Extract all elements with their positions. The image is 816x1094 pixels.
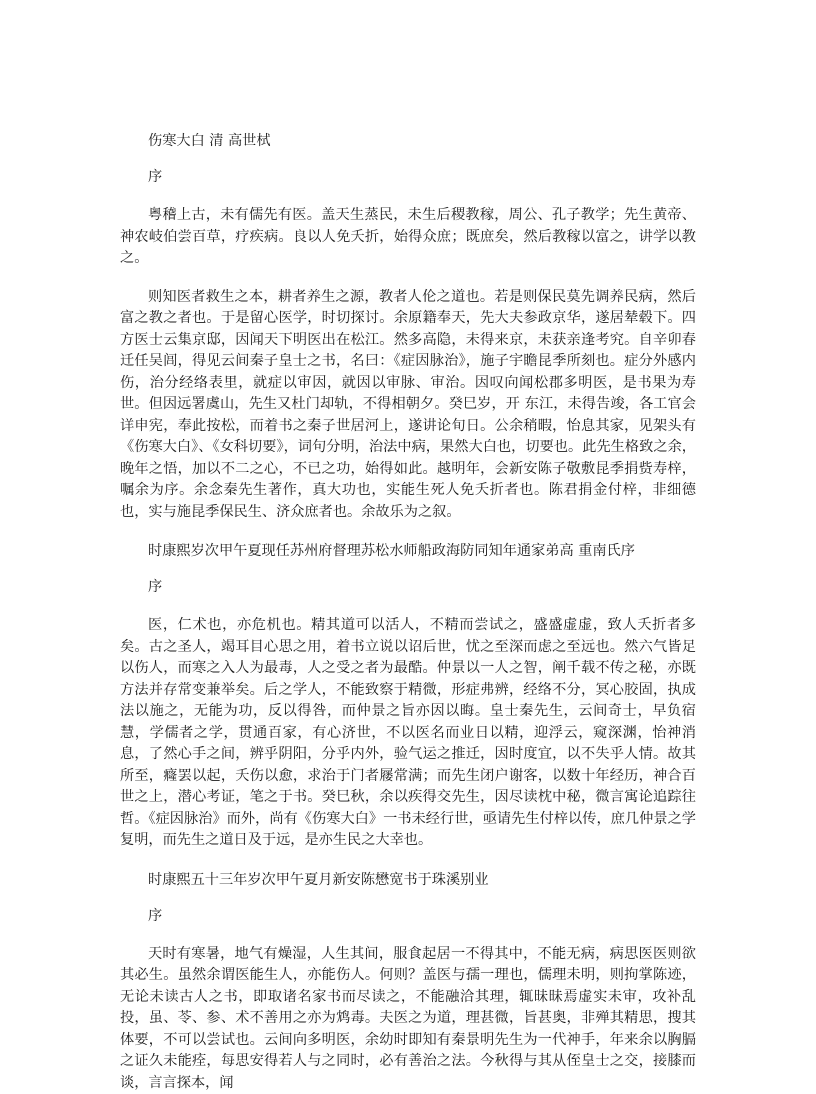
document-title: 伤寒大白 清 高世栻 (148, 130, 696, 152)
section-heading-1: 序 (148, 166, 696, 188)
document-page (120, 130, 696, 1094)
section-1-paragraph-2: 则知医者救生之本，耕者养生之源，教者人伦之道也。若是则保民莫先调养民病，然后富之教之者也。于是留心医学，时切探讨。余原籍奉天，先大夫参政京华，遂居辇毂下。四方医士云集京邸，因闻天下明医出在松江。然多高隐，未得来京，未获亲逢考究。自辛卯春迁任吴闾，得见云间秦子皇士之书，名曰：《症因脉治》，施子宇瞻昆季所刻也。症分外感内伤，治分经络表里，就症以审因，就因以审脉、审治。因叹向闻松郡多明医，是书果为寿世。但因远署虞山，先生又杜门却轨，不得相朝夕。癸巳岁，开 东江，未得告竣，各工官会详申宪，奉此按松，而着书之秦子世居河上，遂讲论旬日。公余稍暇，怡息其家，见架头有《伤寒大白》、《女科切要》，词句分明，治法中病，果然大白也，切要也。此先生格致之余，晚年之悟，加以不二之心，不已之功，始得如此。越明年，会新安陈子敬敷昆季捐赀寿梓，嘱余为序。余念秦先生著作，真大功也，实能生死人免夭折者也。陈君捐金付梓，非细德也，实与施昆季保民生、济众庶者也。余故乐为之叙。 (120, 287, 696, 524)
section-1-signature: 时康熙岁次甲午夏现任苏州府督理苏松水师船政海防同知年通家弟高 重南氏序 (148, 540, 696, 562)
section-1-paragraph-1: 粤稽上古，未有儒先有医。盖天生蒸民，未生后稷教稼，周公、孔子教学；先生黄帝、神农岐伯尝百草，疗疾病。良以人免夭折，始得众庶；既庶矣，然后教稼以富之，讲学以教之。 (120, 205, 696, 270)
section-heading-2: 序 (148, 576, 696, 598)
section-2-paragraph-1: 医，仁术也，亦危机也。精其道可以活人，不精而尝试之，盛盛虚虚，致人夭折者多矣。古之圣人，竭耳目心思之用，着书立说以诏后世，忧之至深而虑之至远也。然六气皆足以伤人，而寒之入人为最毒，人之受之者为最酷。仲景以一人之智，阐千载不传之秘，亦既方法并存常变兼举矣。后之学人，不能致察于精微，形症弗辨，经络不分，冥心胶固，执成法以施之，无能为功，反以得咎，而仲景之旨亦因以晦。皇士秦先生，云间奇士，早负宿慧，学儒者之学，贯通百家，有心济世，不以医名而业日以精，迎浮云，窥深渊，怡神消息，了然心手之间，辨乎阴阳，分乎内外，验气运之推迁，因时度宜，以不失乎人情。故其所至，癃罢以起，夭伤以愈，求治于门者屦常满；而先生闭户谢客，以数十年经历，神合百世之上，潜心考证，笔之于书。癸巳秋，余以疾得交先生，因尽读枕中秘，微言寓论追踪往哲。《症因脉治》而外，尚有《伤寒大白》一书未经行世，亟请先生付梓以传，庶几仲景之学复明，而先生之道日及于远，是亦生民之大幸也。 (120, 615, 696, 852)
section-heading-3: 序 (148, 905, 696, 927)
section-3-paragraph-1: 天时有寒暑，地气有燥湿，人生其间，服食起居一不得其中，不能无病，病思医医则欲其必生。虽然余谓医能生人，亦能伤人。何则？盖医与孺一理也，儒理未明，则拘掌陈迹，无论未读古人之书，即取诸名家书而尽读之，不能融洽其理，辄昧昧焉虚实未审，攻补乱投，虽、苓、参、术不善用之亦为鸩毒。夫医之为道，理甚微，旨甚奥，非殚其精思，搜其体要，不可以尝试也。云间向多明医，余幼时即知有秦景明先生为一代神手，年来余以胸膈之证久未能痊，每思安得若人与之同时，必有善治之法。今秋得与其从侄皇士之交，接膝而谈，言言探本，闻 (120, 944, 696, 1094)
section-2-signature: 时康熙五十三年岁次甲午夏月新安陈懋宽书于珠溪别业 (148, 869, 696, 891)
